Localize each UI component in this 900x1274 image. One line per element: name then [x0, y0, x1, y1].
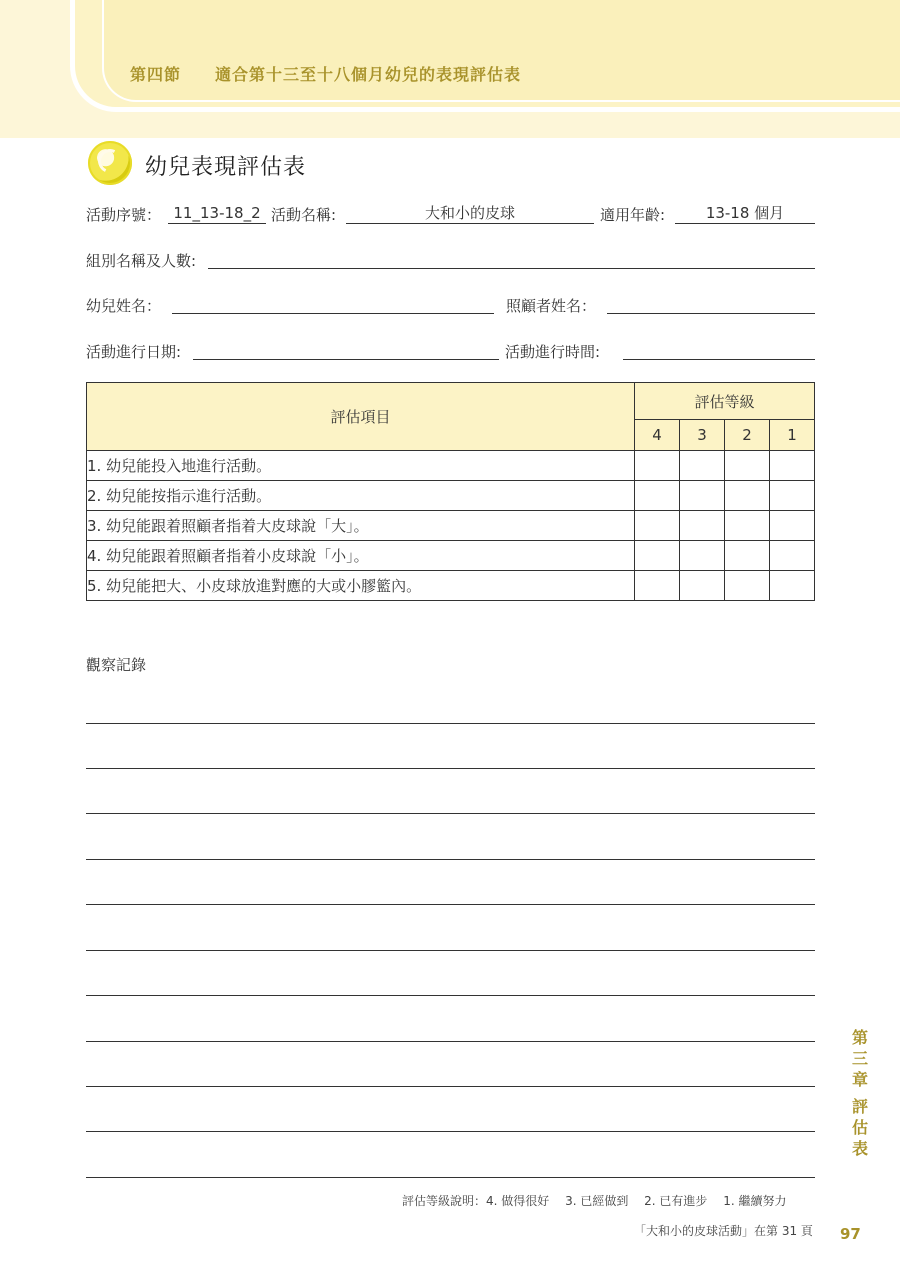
- topic-side-label: [850, 1096, 870, 1159]
- observation-line[interactable]: [86, 1041, 815, 1042]
- child-name-field[interactable]: [172, 293, 494, 314]
- group-label: 組別名稱及人數:: [86, 252, 197, 270]
- rating-cell[interactable]: [770, 541, 815, 571]
- rating-cell[interactable]: [680, 511, 725, 541]
- date-field[interactable]: [193, 339, 499, 360]
- rating-cell[interactable]: [635, 571, 680, 601]
- observation-line[interactable]: [86, 904, 815, 905]
- age-field[interactable]: 13-18 個月: [675, 203, 815, 224]
- yellow-circle-icon: [88, 141, 132, 185]
- observation-line[interactable]: [86, 995, 815, 996]
- level-3-header: 3: [680, 420, 725, 451]
- level-2-header: 2: [725, 420, 770, 451]
- rating-cell[interactable]: [725, 571, 770, 601]
- rating-cell[interactable]: [680, 571, 725, 601]
- observation-line[interactable]: [86, 813, 815, 814]
- observation-line[interactable]: [86, 768, 815, 769]
- item-header: 評估項目: [87, 383, 635, 451]
- chapter-char: 第: [851, 1028, 868, 1047]
- observation-line[interactable]: [86, 859, 815, 860]
- section-label: 第四節: [130, 65, 182, 84]
- rating-cell[interactable]: [725, 511, 770, 541]
- item-text: 1. 幼兒能投入地進行活動。: [87, 451, 635, 481]
- activity-name-field[interactable]: 大和小的皮球: [346, 203, 594, 224]
- time-label: 活動進行時間:: [505, 343, 601, 361]
- rating-cell[interactable]: [635, 511, 680, 541]
- child-name-label: 幼兒姓名：: [86, 297, 162, 315]
- date-label: 活動進行日期:: [86, 343, 182, 361]
- rating-cell[interactable]: [680, 481, 725, 511]
- item-text: 3. 幼兒能跟着照顧者指着大皮球說「大」。: [87, 511, 635, 541]
- observation-label: 觀察記錄: [86, 656, 147, 674]
- level-1-header: 1: [770, 420, 815, 451]
- page-number: 97: [840, 1225, 861, 1243]
- item-text: 5. 幼兒能把大、小皮球放進對應的大或小膠籃內。: [87, 571, 635, 601]
- table-row: [87, 451, 815, 481]
- assessment-table: [86, 382, 815, 601]
- header-inner-panel: [102, 0, 900, 102]
- group-field[interactable]: [208, 248, 815, 269]
- age-label: 適用年齡:: [600, 206, 666, 224]
- form-title: 幼兒表現評估表: [145, 155, 307, 180]
- table-row: [87, 571, 815, 601]
- rating-cell[interactable]: [725, 541, 770, 571]
- page-reference: 「大和小的皮球活動」在第 31 頁: [634, 1224, 813, 1238]
- observation-line[interactable]: [86, 1086, 815, 1087]
- level-header: 評估等級: [635, 383, 815, 420]
- rating-cell[interactable]: [680, 451, 725, 481]
- rating-cell[interactable]: [680, 541, 725, 571]
- table-row: [87, 511, 815, 541]
- item-text: 4. 幼兒能跟着照顧者指着小皮球說「小」。: [87, 541, 635, 571]
- chapter-char: 章: [851, 1070, 868, 1089]
- rating-cell[interactable]: [725, 451, 770, 481]
- chapter-side-label: [850, 1027, 870, 1090]
- chapter-char: 三: [851, 1049, 868, 1068]
- rating-cell[interactable]: [635, 481, 680, 511]
- activity-no-field[interactable]: 11_13-18_2: [168, 203, 266, 224]
- observation-line[interactable]: [86, 1177, 815, 1178]
- topic-char: 估: [851, 1118, 868, 1137]
- caregiver-label: 照顧者姓名：: [506, 297, 597, 315]
- observation-line[interactable]: [86, 950, 815, 951]
- caregiver-field[interactable]: [607, 293, 815, 314]
- rating-cell[interactable]: [770, 571, 815, 601]
- table-row: [87, 481, 815, 511]
- level-4-header: 4: [635, 420, 680, 451]
- rating-cell[interactable]: [635, 451, 680, 481]
- rating-cell[interactable]: [635, 541, 680, 571]
- activity-name-label: 活動名稱:: [271, 206, 337, 224]
- rating-cell[interactable]: [770, 511, 815, 541]
- section-title: 適合第十三至十八個月幼兒的表現評估表: [215, 65, 522, 84]
- table-row: [87, 541, 815, 571]
- rating-cell[interactable]: [770, 481, 815, 511]
- activity-no-label: 活動序號：: [86, 206, 162, 224]
- rating-cell[interactable]: [770, 451, 815, 481]
- time-field[interactable]: [623, 339, 815, 360]
- rating-legend: 評估等級說明：4. 做得很好 3. 已經做到 2. 已有進步 1. 繼續努力: [402, 1194, 787, 1208]
- observation-line[interactable]: [86, 723, 815, 724]
- rating-cell[interactable]: [725, 481, 770, 511]
- item-text: 2. 幼兒能按指示進行活動。: [87, 481, 635, 511]
- observation-line[interactable]: [86, 1131, 815, 1132]
- topic-char: 表: [851, 1139, 868, 1158]
- topic-char: 評: [851, 1097, 868, 1116]
